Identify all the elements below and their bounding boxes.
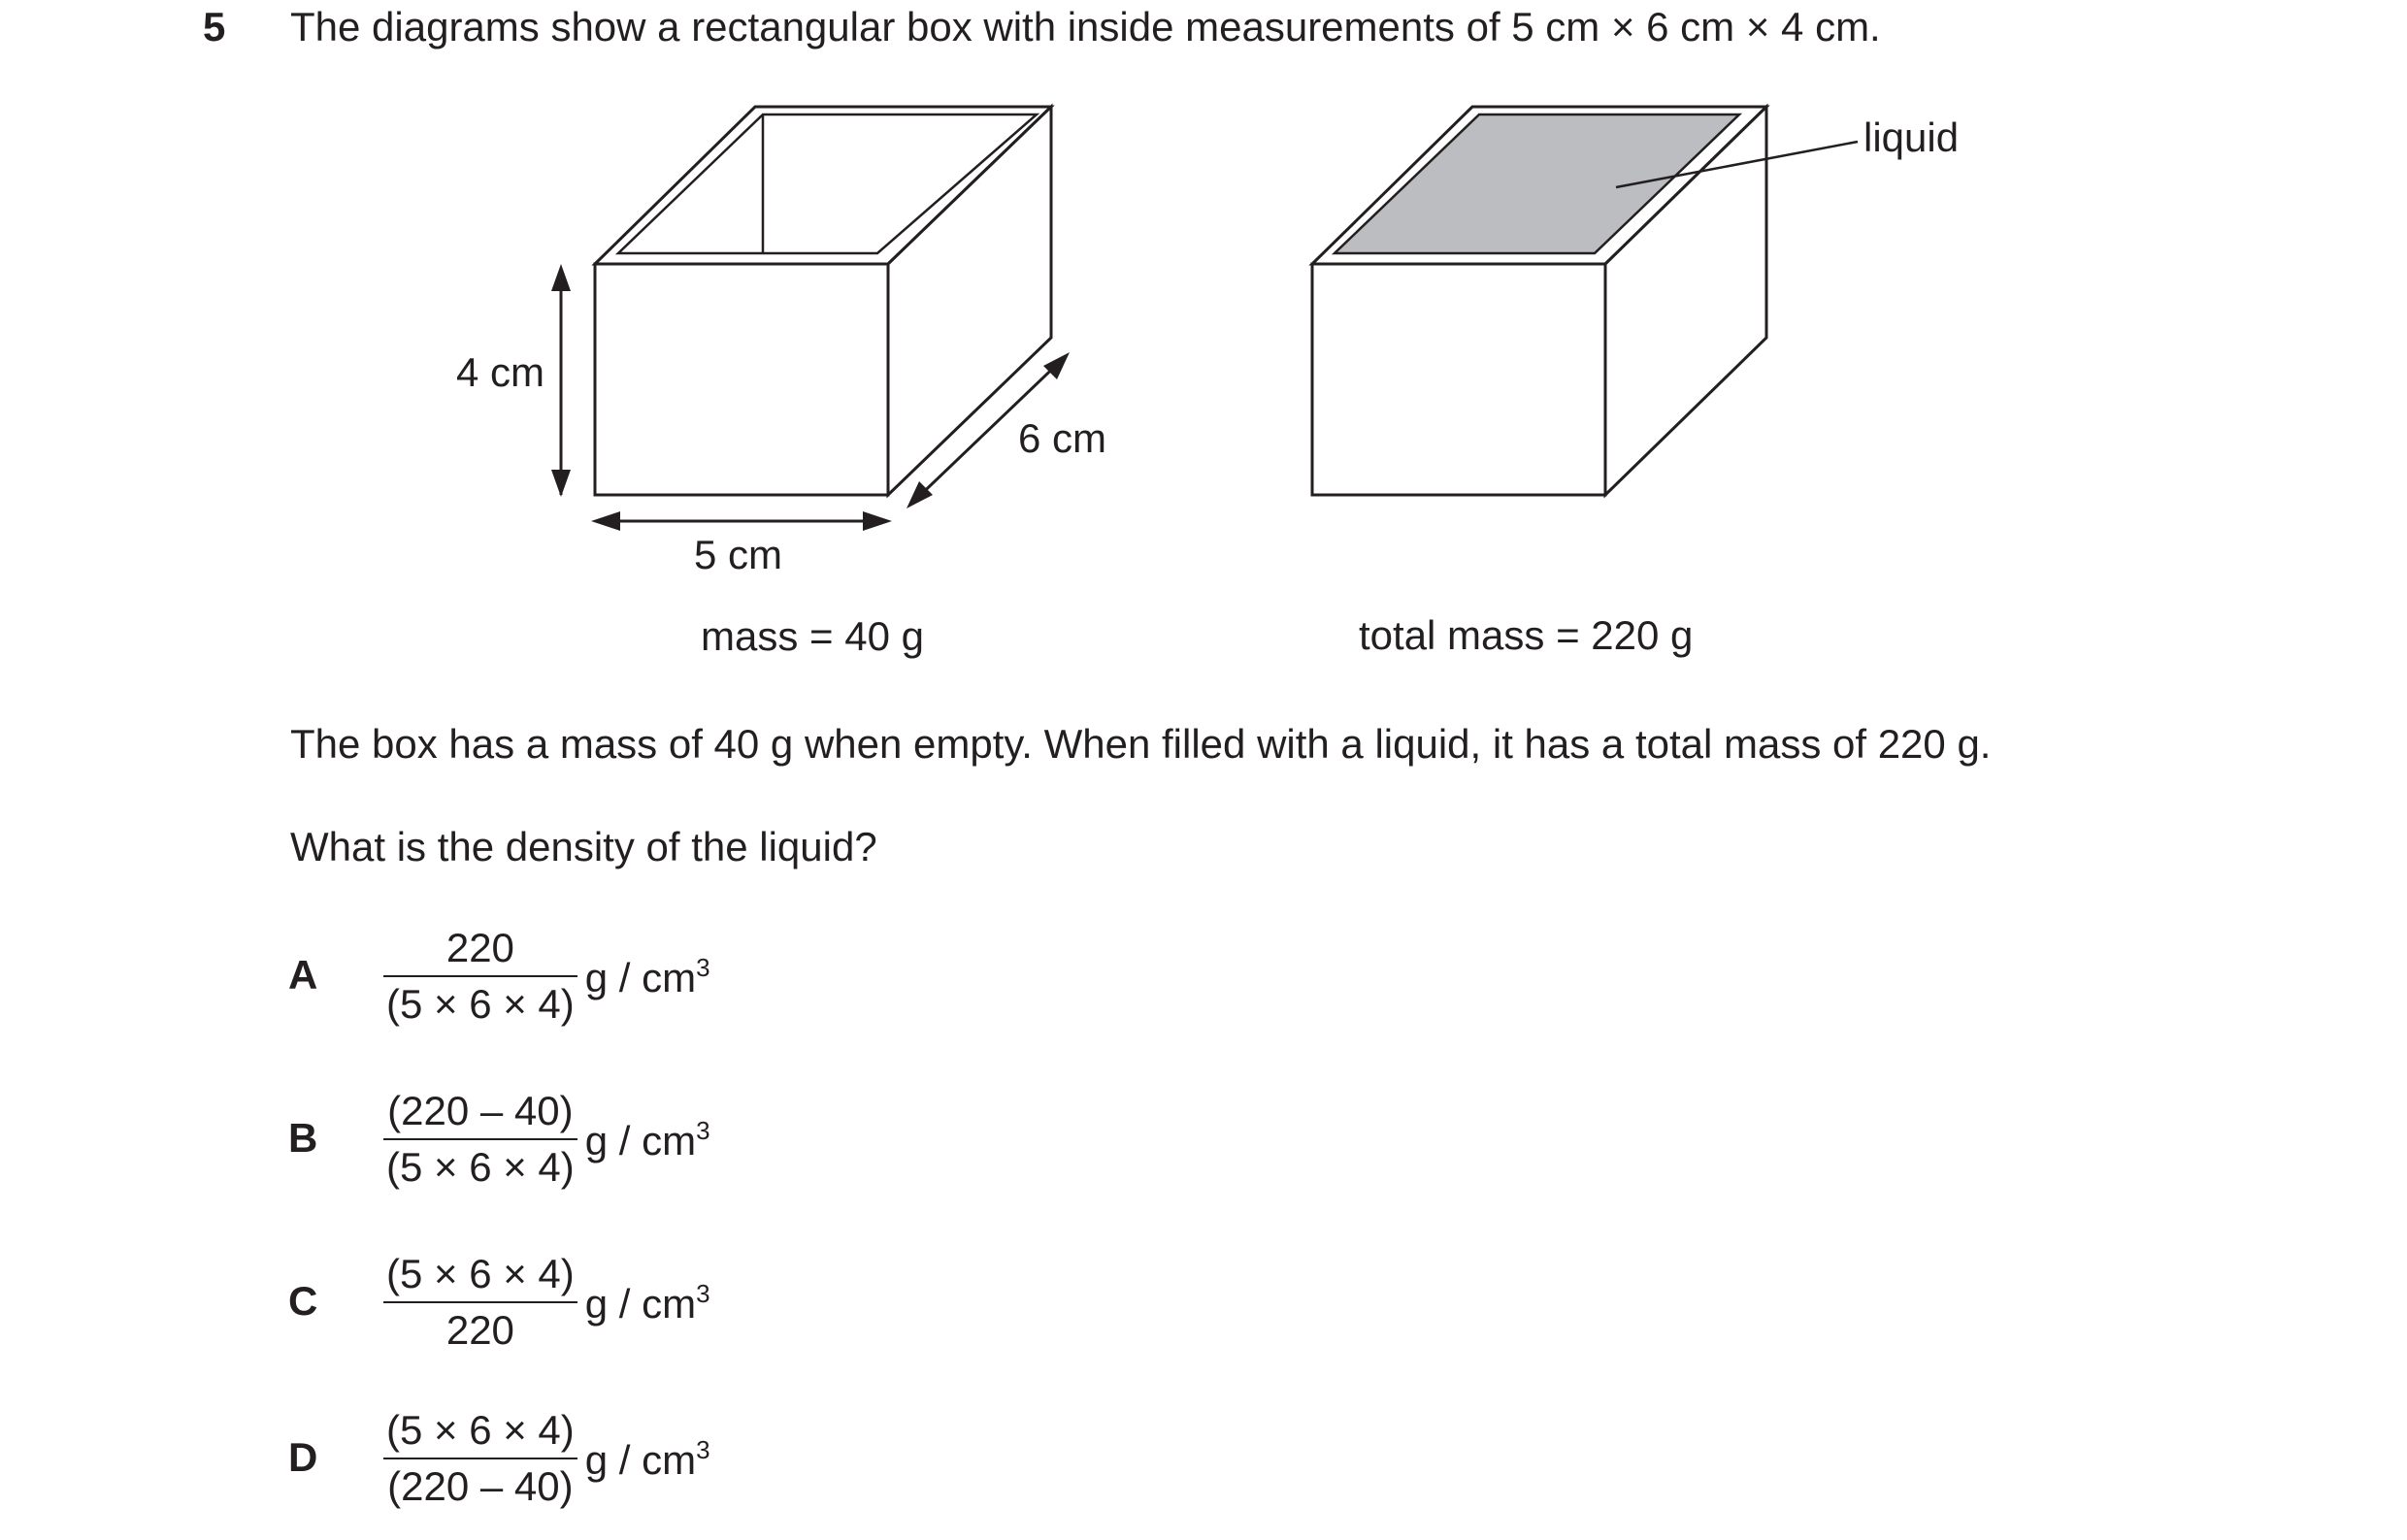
option-d-denominator: (220 – 40) xyxy=(387,1463,574,1509)
fraction-bar xyxy=(383,1301,577,1303)
question-body: The box has a mass of 40 g when empty. When filled with a liquid, it has a total mass of 220 g. xyxy=(290,721,1992,767)
fraction-bar xyxy=(383,1458,577,1459)
total-mass-label: total mass = 220 g xyxy=(1359,612,1694,658)
option-d-numerator: (5 × 6 × 4) xyxy=(386,1407,575,1453)
option-d-unit: g / $cm^3$ xyxy=(584,1434,710,1483)
height-label: 4 cm xyxy=(456,349,545,395)
filled-box xyxy=(1312,107,1766,495)
depth-label: 6 cm xyxy=(1018,415,1107,461)
question-prompt: What is the density of the liquid? xyxy=(290,824,877,869)
option-b-expression xyxy=(383,1088,710,1191)
option-b-exponent: 3 xyxy=(696,1115,710,1145)
option-d-exponent: 3 xyxy=(696,1434,710,1464)
option-c-exponent: 3 xyxy=(696,1278,710,1308)
box-diagrams xyxy=(0,0,2407,699)
option-b-letter: B xyxy=(288,1115,318,1161)
option-b-unit: g / $cm^3$ xyxy=(584,1115,710,1163)
question-stem: The diagrams show a rectangular box with inside measurements of 5 cm × 6 cm × 4 cm. xyxy=(290,4,1881,49)
option-b-denominator: (5 × 6 × 4) xyxy=(386,1144,575,1190)
option-d-expression xyxy=(383,1407,710,1510)
option-a-denominator: (5 × 6 × 4) xyxy=(386,981,575,1027)
liquid-label: liquid xyxy=(1863,115,1960,160)
fraction-bar xyxy=(383,975,577,977)
fraction-bar xyxy=(383,1138,577,1140)
option-d-letter: D xyxy=(288,1434,318,1480)
option-c-denominator: 220 xyxy=(445,1307,514,1353)
option-a-unit: g / $cm^3$ xyxy=(584,952,710,1000)
option-b-numerator: (220 – 40) xyxy=(387,1088,574,1133)
width-label: 5 cm xyxy=(694,532,783,577)
option-a-numerator: 220 xyxy=(445,925,514,970)
option-a-expression xyxy=(383,925,710,1028)
question-number: 5 xyxy=(203,4,226,49)
option-a-exponent: 3 xyxy=(696,952,710,982)
empty-mass-label: mass = 40 g xyxy=(701,613,924,659)
option-a-letter: A xyxy=(288,952,318,998)
option-c-expression xyxy=(383,1251,710,1354)
option-c-numerator: (5 × 6 × 4) xyxy=(386,1251,575,1296)
option-c-letter: C xyxy=(288,1278,318,1324)
option-c-unit: g / $cm^3$ xyxy=(584,1278,710,1327)
